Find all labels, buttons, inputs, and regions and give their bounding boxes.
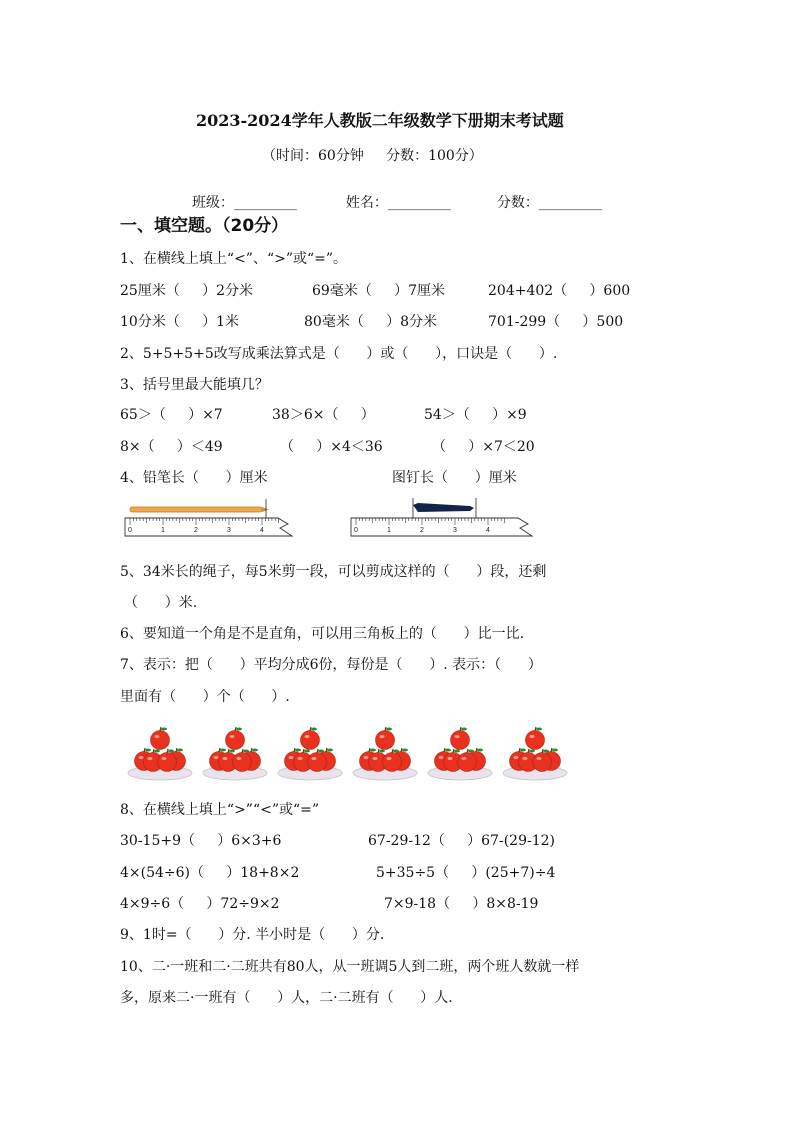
score-label: 分数：	[496, 195, 539, 211]
apple-highlight	[380, 735, 385, 738]
apple-highlight	[387, 757, 392, 760]
apple-highlight	[298, 757, 303, 760]
apple-leaf	[468, 750, 474, 753]
score-blank[interactable]: _________	[538, 195, 602, 211]
apple-icon	[526, 731, 545, 750]
apple-leaf	[229, 750, 235, 753]
pencil-tip-icon	[262, 507, 269, 512]
ruler-tick-label: 3	[227, 527, 231, 534]
apple-leaf	[168, 750, 174, 753]
apple-plate	[203, 727, 267, 780]
apple-highlight	[514, 756, 519, 759]
apple-plate	[278, 727, 342, 780]
apple-highlight	[312, 757, 317, 760]
apple-icon	[158, 753, 177, 772]
q4-pin-question: 图钉长（ ）厘米	[392, 470, 517, 486]
q8-item: 5+35÷5（ ）(25+7)÷4	[376, 865, 556, 881]
q3-item: 65＞（ ）×7	[120, 407, 223, 423]
apple-leaf	[520, 749, 526, 752]
apple-leaf	[402, 749, 408, 752]
apple-leaf	[145, 749, 151, 752]
ruler-icon	[125, 518, 292, 536]
ruler-tick-label: 1	[387, 527, 391, 534]
ruler-tick-label: 1	[161, 527, 165, 534]
apple-leaf	[311, 728, 317, 731]
apple-highlight	[237, 757, 242, 760]
apple-leaf	[252, 749, 258, 752]
q9-stem: 9、1时=（ ）分. 半小时是（ ）分.	[120, 927, 385, 943]
apple-icon	[233, 753, 252, 772]
apple-highlight	[455, 735, 460, 738]
q3-item: 54＞（ ）×9	[424, 407, 527, 423]
q1-item: 10分米（ ）1米	[120, 314, 239, 330]
q1-item: 25厘米（ ）2分米	[120, 283, 253, 299]
q8-item: 7×9-18（ ）8×8-19	[384, 896, 539, 912]
apple-leaf	[154, 750, 160, 753]
ruler-tick-label: 0	[354, 527, 358, 534]
pin-icon	[413, 503, 474, 512]
apple-leaf	[327, 749, 333, 752]
apple-leaf	[552, 749, 558, 752]
apple-icon	[533, 753, 552, 772]
section-heading-fill-in: 一、填空题。（20分）	[120, 216, 289, 236]
q8-item: 67-29-12（ ）67-(29-12)	[368, 833, 555, 849]
name-field[interactable]	[337, 176, 451, 212]
apple-leaf	[318, 750, 324, 753]
class-blank[interactable]: _________	[233, 195, 297, 211]
apple-leaf	[177, 749, 183, 752]
apple-leaf	[529, 750, 535, 753]
apple-leaf	[536, 728, 542, 731]
q3-item: 38＞6×（ ）	[272, 407, 375, 423]
apple-leaf	[304, 750, 310, 753]
ruler-tick-label: 0	[128, 527, 132, 534]
apple-leaf	[477, 749, 483, 752]
q2-stem: 2、5+5+5+5改写成乘法算式是（ ）或（ ），口诀是（ ）.	[120, 346, 558, 362]
q10-line1: 10、二·一班和二·二班共有80人，从一班调5人到二班，两个班人数就一样	[120, 959, 580, 975]
apple-plates-figure	[120, 718, 580, 784]
apple-leaf	[461, 728, 467, 731]
apple-highlight	[439, 756, 444, 759]
name-blank[interactable]: _________	[387, 195, 451, 211]
q5-line1: 5、34米长的绳子，每5米剪一段，可以剪成这样的（ ）段，还剩	[120, 564, 547, 580]
q8-item: 4×9÷6（ ）72÷9×2	[120, 896, 280, 912]
q8-stem: 8、在横线上填上“>”“<”或“=”	[120, 802, 320, 818]
apple-icon	[151, 731, 170, 750]
apple-highlight	[530, 735, 535, 738]
q8-item: 4×(54÷6)（ ）18+8×2	[120, 865, 300, 881]
apple-leaf	[393, 750, 399, 753]
apple-highlight	[223, 757, 228, 760]
q3-stem: 3、括号里最大能填几？	[120, 377, 269, 393]
apple-icon	[458, 753, 477, 772]
q6-stem: 6、要知道一个角是不是直角，可以用三角板上的（ ）比一比.	[120, 626, 525, 642]
q1-stem: 1、在横线上填上“<”、“>”或“=”。	[120, 251, 348, 267]
q3-item: （ ）×4＜36	[280, 439, 383, 455]
q3-item: 8×（ ）＜49	[120, 439, 223, 455]
q3-item: （ ）×7＜20	[432, 439, 535, 455]
q1-item: 701-299（ ）500	[488, 314, 624, 330]
apple-highlight	[462, 757, 467, 760]
apple-highlight	[162, 757, 167, 760]
apple-plate	[503, 727, 567, 780]
apple-highlight	[230, 735, 235, 738]
apple-leaf	[236, 728, 242, 731]
apple-plate	[428, 727, 492, 780]
apple-icon	[301, 731, 320, 750]
pencil-icon	[130, 507, 262, 512]
pencil-ruler-figure	[120, 494, 300, 546]
apple-leaf	[295, 749, 301, 752]
name-label: 姓名：	[345, 195, 388, 211]
apple-icon	[383, 753, 402, 772]
apple-highlight	[364, 756, 369, 759]
apple-icon	[308, 753, 327, 772]
q7-line2: 里面有（ ）个（ ）.	[120, 689, 290, 705]
q4-pencil-question: 4、铅笔长（ ）厘米	[120, 470, 268, 486]
apple-highlight	[289, 756, 294, 759]
ruler-tick-label: 2	[194, 527, 198, 534]
class-field[interactable]	[183, 176, 297, 212]
apple-highlight	[537, 757, 542, 760]
q1-item: 80毫米（ ）8分米	[304, 314, 437, 330]
page-title: 2023-2024学年人教版二年级数学下册期末考试题	[196, 111, 564, 130]
apple-leaf	[370, 749, 376, 752]
apple-leaf	[454, 750, 460, 753]
ruler-icon	[351, 518, 532, 536]
apple-icon	[226, 731, 245, 750]
pin-ruler-figure	[346, 494, 536, 546]
apple-highlight	[148, 757, 153, 760]
apple-leaf	[543, 750, 549, 753]
q5-line2: （ ）米.	[124, 595, 198, 611]
q1-item: 204+402（ ）600	[488, 283, 631, 299]
apple-leaf	[379, 750, 385, 753]
apple-icon	[376, 731, 395, 750]
q10-line2: 多，原来二·一班有（ ）人，二·二班有（ ）人.	[120, 990, 453, 1006]
q1-item: 69毫米（ ）7厘米	[312, 283, 445, 299]
apple-leaf	[243, 750, 249, 753]
apple-highlight	[448, 757, 453, 760]
apple-plate	[128, 727, 192, 780]
apple-leaf	[161, 728, 167, 731]
apple-plate	[353, 727, 417, 780]
exam-time-score: （时间：60分钟 分数：100分）	[262, 148, 483, 164]
apple-highlight	[214, 756, 219, 759]
q7-line1: 7、表示：把（ ）平均分成6份，每份是（ ）. 表示：（ ）	[120, 657, 542, 673]
apple-leaf	[220, 749, 226, 752]
q8-item: 30-15+9（ ）6×3+6	[120, 833, 282, 849]
ruler-tick-label: 4	[486, 527, 490, 534]
apple-highlight	[139, 756, 144, 759]
apple-highlight	[523, 757, 528, 760]
apple-highlight	[373, 757, 378, 760]
apple-icon	[451, 731, 470, 750]
class-label: 班级：	[191, 195, 234, 211]
apple-leaf	[386, 728, 392, 731]
score-field[interactable]	[488, 176, 602, 212]
apple-leaf	[445, 749, 451, 752]
apple-highlight	[305, 735, 310, 738]
ruler-tick-label: 4	[260, 527, 264, 534]
ruler-tick-label: 3	[453, 527, 457, 534]
ruler-tick-label: 2	[420, 527, 424, 534]
apple-highlight	[155, 735, 160, 738]
